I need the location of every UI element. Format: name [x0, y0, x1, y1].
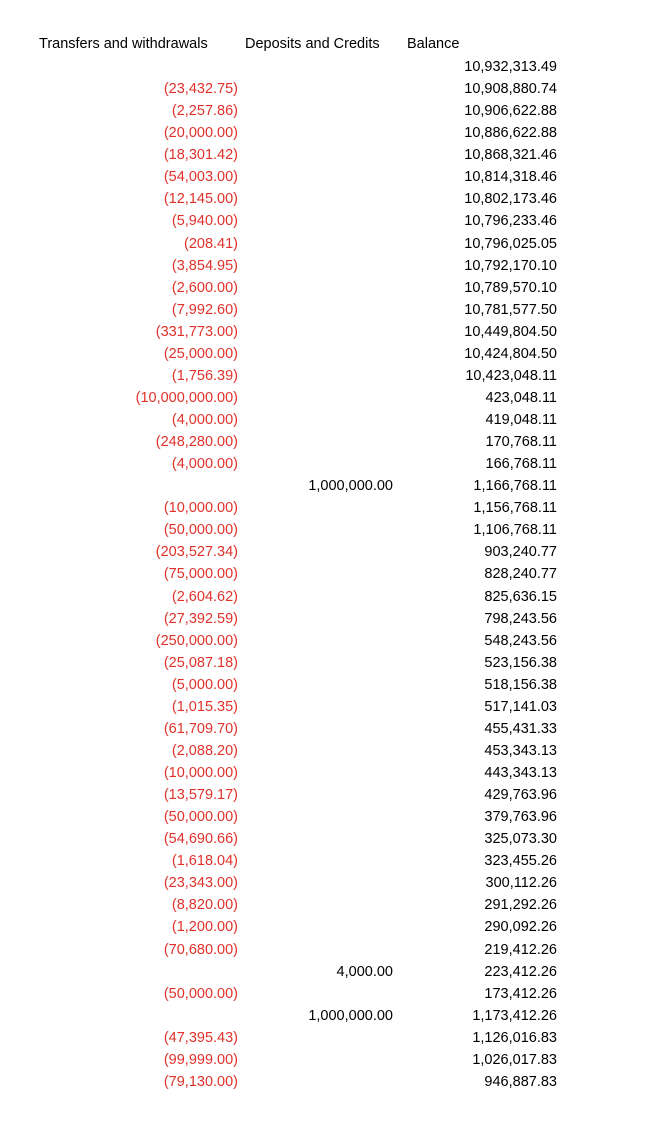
withdrawal-amount: (10,000.00): [163, 500, 238, 517]
withdrawal-amount: (70,680.00): [163, 941, 238, 958]
balance-amount: 10,789,570.10: [464, 279, 557, 296]
withdrawal-amount: (23,432.75): [163, 81, 238, 98]
table-row: [0, 409, 648, 431]
balance-amount: 517,141.03: [484, 698, 557, 715]
withdrawal-amount: (13,579.17): [163, 787, 238, 804]
table-row: [0, 475, 648, 497]
balance-amount: 223,412.26: [484, 963, 557, 980]
withdrawal-amount: (208.41): [183, 235, 238, 252]
balance-amount: 1,026,017.83: [472, 1051, 557, 1068]
withdrawal-amount: (3,854.95): [171, 257, 238, 274]
balance-amount: 10,814,318.46: [464, 169, 557, 186]
table-row: [0, 56, 648, 78]
balance-amount: 429,763.96: [484, 787, 557, 804]
withdrawal-amount: (2,604.62): [171, 588, 238, 605]
balance-amount: 166,768.11: [485, 456, 557, 473]
table-row: [0, 696, 648, 718]
withdrawal-amount: (99,999.00): [163, 1051, 238, 1068]
balance-amount: 1,126,016.83: [472, 1029, 557, 1046]
balance-amount: 443,343.13: [484, 765, 557, 781]
balance-amount: 10,424,804.50: [464, 345, 557, 362]
table-row: [0, 453, 648, 475]
table-row: [0, 166, 648, 188]
withdrawal-amount: (250,000.00): [155, 632, 238, 649]
withdrawal-amount: (10,000,000.00): [135, 389, 238, 406]
balance-amount: 825,636.15: [484, 588, 557, 605]
balance-amount: 10,796,025.05: [464, 235, 557, 252]
table-row: [0, 784, 648, 806]
balance-amount: 798,243.56: [484, 610, 557, 627]
table-row: [0, 630, 648, 652]
table-row: [0, 519, 648, 541]
withdrawal-amount: (25,000.00): [163, 345, 238, 362]
balance-amount: 10,802,173.46: [464, 191, 557, 208]
withdrawal-amount: (79,130.00): [163, 1073, 238, 1090]
balance-amount: 173,412.26: [484, 985, 557, 1002]
balance-amount: 518,156.38: [484, 676, 557, 693]
table-row: [0, 828, 648, 850]
balance-amount: 300,112.26: [485, 875, 557, 892]
withdrawal-amount: (1,200.00): [171, 919, 238, 936]
balance-amount: 10,908,880.74: [464, 81, 557, 98]
balance-amount: 453,343.13: [484, 742, 557, 759]
balance-amount: 419,048.11: [485, 412, 557, 428]
table-row: [0, 321, 648, 343]
balance-amount: 10,868,321.46: [464, 147, 557, 164]
table-row: [0, 343, 648, 365]
withdrawal-amount: (203,527.34): [155, 544, 238, 561]
table-row: [0, 188, 648, 210]
balance-amount: 946,887.83: [484, 1073, 557, 1090]
balance-amount: 903,240.77: [484, 544, 557, 561]
withdrawal-amount: (5,940.00): [171, 213, 238, 230]
balance-amount: 423,048.11: [485, 389, 557, 406]
table-row: [0, 387, 648, 409]
withdrawal-amount: (25,087.18): [163, 654, 238, 671]
balance-amount: 10,796,233.46: [464, 213, 557, 230]
withdrawal-amount: (54,003.00): [163, 169, 238, 186]
balance-amount: 1,166,768.11: [473, 478, 557, 495]
table-row: [0, 497, 648, 519]
table-row: [0, 740, 648, 762]
table-row: [0, 563, 648, 585]
table-row: [0, 255, 648, 277]
table-row: [0, 894, 648, 916]
header-transfers-and-withdrawals: Transfers and withdrawals: [39, 36, 208, 52]
withdrawal-amount: (1,618.04): [171, 853, 238, 870]
withdrawal-amount: (7,992.60): [171, 301, 238, 318]
balance-amount: 1,173,412.26: [472, 1007, 557, 1024]
balance-amount: 10,932,313.49: [464, 59, 557, 75]
withdrawal-amount: (50,000.00): [163, 522, 238, 539]
table-row: [0, 365, 648, 387]
transactions-table-body: [0, 56, 648, 1093]
withdrawal-amount: (27,392.59): [163, 610, 238, 627]
table-row: [0, 718, 648, 740]
table-row: [0, 983, 648, 1005]
withdrawal-amount: (20,000.00): [163, 125, 238, 142]
balance-amount: 10,886,622.88: [464, 125, 557, 142]
table-row: [0, 122, 648, 144]
withdrawal-amount: (23,343.00): [163, 875, 238, 892]
table-row: [0, 100, 648, 122]
table-row: [0, 1027, 648, 1049]
balance-amount: 10,906,622.88: [464, 103, 557, 120]
balance-amount: 10,423,048.11: [465, 367, 557, 384]
withdrawal-amount: (18,301.42): [163, 147, 238, 164]
withdrawal-amount: (4,000.00): [171, 456, 238, 473]
table-row: [0, 210, 648, 232]
withdrawal-amount: (1,756.39): [171, 367, 238, 384]
table-row: [0, 1071, 648, 1093]
balance-amount: 455,431.33: [484, 720, 557, 737]
withdrawal-amount: (50,000.00): [163, 985, 238, 1002]
withdrawal-amount: (50,000.00): [163, 809, 238, 826]
deposit-amount: 1,000,000.00: [308, 1007, 393, 1024]
withdrawal-amount: (12,145.00): [163, 191, 238, 208]
table-row: [0, 586, 648, 608]
header-deposits-and-credits: Deposits and Credits: [245, 36, 380, 52]
table-row: [0, 144, 648, 166]
header-balance: Balance: [407, 36, 460, 52]
withdrawal-amount: (248,280.00): [155, 434, 238, 451]
balance-amount: 548,243.56: [484, 632, 557, 649]
deposit-amount: 4,000.00: [336, 963, 393, 980]
balance-amount: 291,292.26: [484, 897, 557, 914]
table-row: [0, 652, 648, 674]
withdrawal-amount: (1,015.35): [171, 698, 238, 715]
table-row: [0, 939, 648, 961]
table-row: [0, 762, 648, 784]
table-row: [0, 1049, 648, 1071]
deposit-amount: 1,000,000.00: [308, 478, 393, 495]
withdrawal-amount: (54,690.66): [163, 831, 238, 848]
balance-amount: 1,106,768.11: [473, 522, 557, 539]
withdrawal-amount: (4,000.00): [171, 412, 238, 428]
balance-amount: 323,455.26: [484, 853, 557, 870]
balance-amount: 10,781,577.50: [464, 301, 557, 318]
withdrawal-amount: (331,773.00): [155, 323, 238, 340]
table-row: [0, 674, 648, 696]
withdrawal-amount: (2,257.86): [171, 103, 238, 120]
withdrawal-amount: (2,088.20): [171, 742, 238, 759]
balance-amount: 379,763.96: [484, 809, 557, 826]
balance-amount: 219,412.26: [484, 941, 557, 958]
table-row: [0, 541, 648, 563]
table-row: [0, 806, 648, 828]
balance-amount: 290,092.26: [484, 919, 557, 936]
table-row: [0, 608, 648, 630]
withdrawal-amount: (2,600.00): [171, 279, 238, 296]
table-header: [0, 34, 648, 54]
withdrawal-amount: (61,709.70): [163, 720, 238, 737]
balance-amount: 170,768.11: [485, 434, 557, 451]
balance-amount: 10,792,170.10: [464, 257, 557, 274]
balance-amount: 523,156.38: [484, 654, 557, 671]
table-row: [0, 1005, 648, 1027]
table-row: [0, 916, 648, 938]
balance-amount: 10,449,804.50: [464, 323, 557, 340]
balance-amount: 1,156,768.11: [473, 500, 557, 517]
balance-amount: 828,240.77: [484, 566, 557, 583]
table-row: [0, 431, 648, 453]
withdrawal-amount: (8,820.00): [171, 897, 238, 914]
withdrawal-amount: (75,000.00): [163, 566, 238, 583]
withdrawal-amount: (5,000.00): [171, 676, 238, 693]
table-row: [0, 78, 648, 100]
table-row: [0, 233, 648, 255]
table-row: [0, 277, 648, 299]
table-row: [0, 299, 648, 321]
table-row: [0, 872, 648, 894]
withdrawal-amount: (10,000.00): [163, 765, 238, 781]
balance-amount: 325,073.30: [484, 831, 557, 848]
table-row: [0, 850, 648, 872]
withdrawal-amount: (47,395.43): [163, 1029, 238, 1046]
table-row: [0, 961, 648, 983]
